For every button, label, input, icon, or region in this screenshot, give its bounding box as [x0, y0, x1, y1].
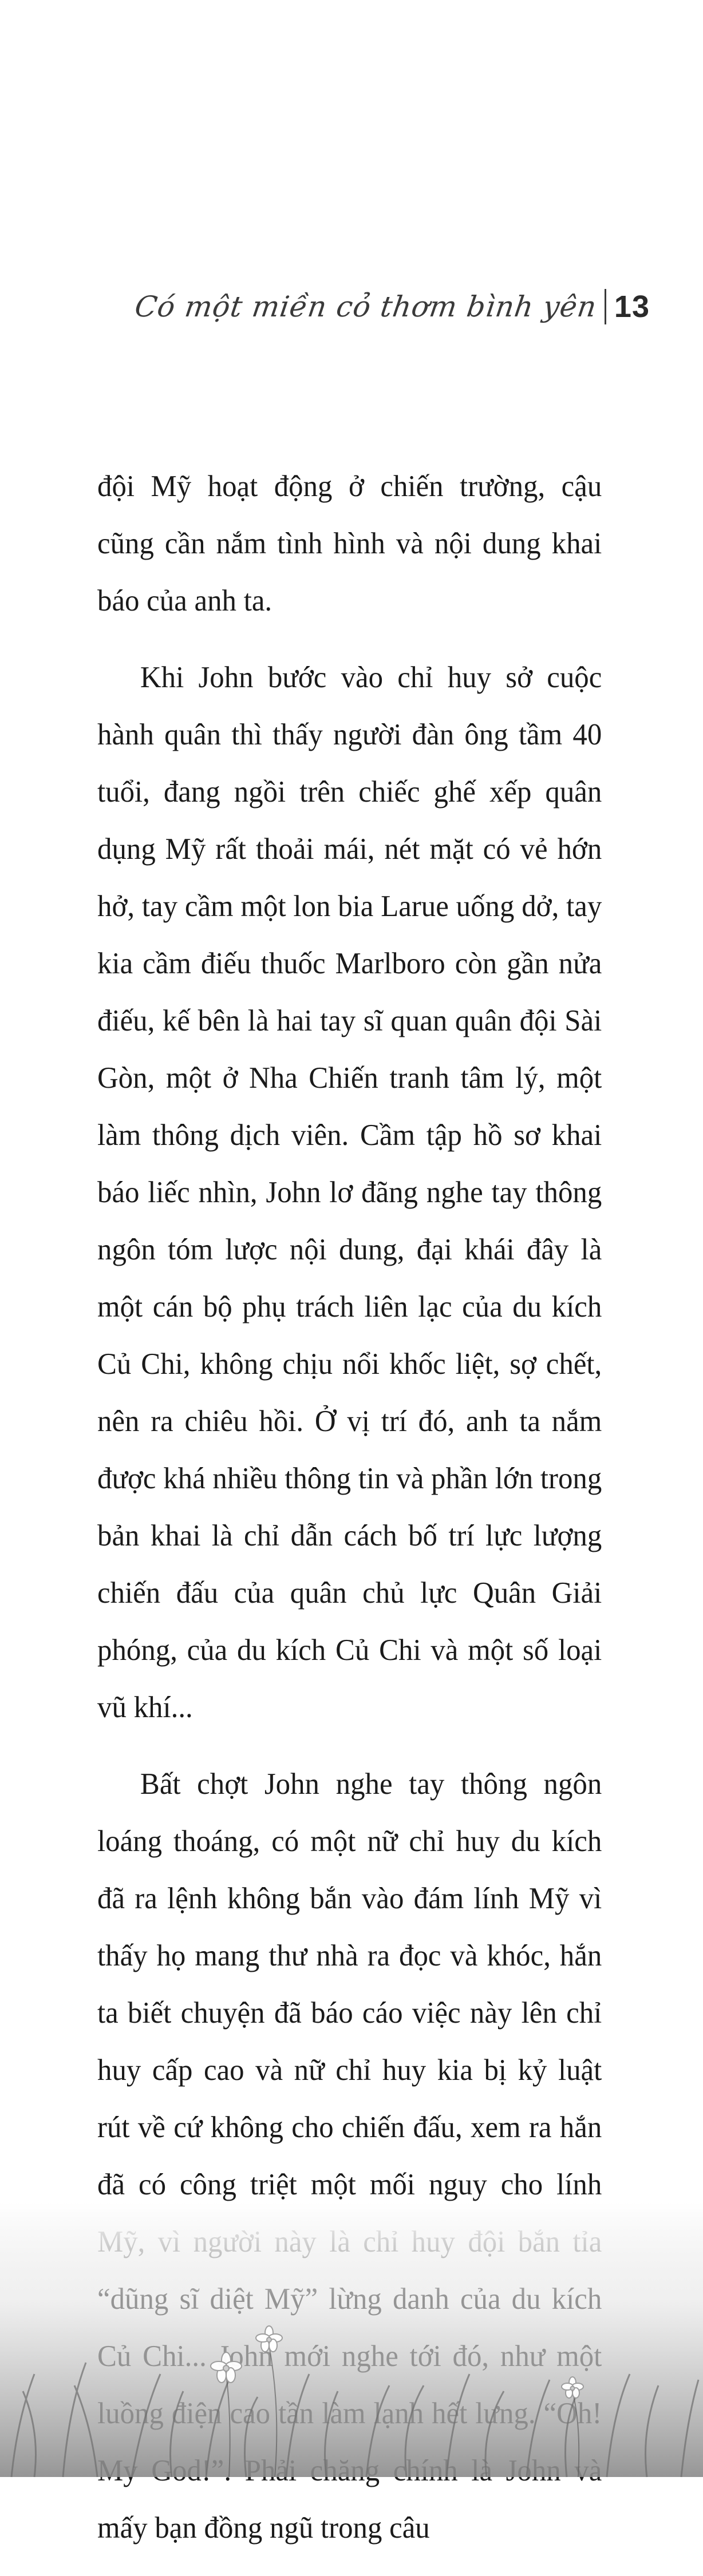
paragraph-1: đội Mỹ hoạt động ở chiến trường, cậu cũng cần nắm tình hình và nội dung khai báo của anh ta.: [97, 470, 602, 617]
running-header: [132, 289, 650, 324]
grass-flowers-illustration: [0, 2202, 703, 2477]
paragraph-2: Khi John bước vào chỉ huy sở cuộc hành quân thì thấy người đàn ông tầm 40 tuổi, đang ngồi trên chiếc ghế xếp quân dụng Mỹ rất thoải mái, nét mặt có vẻ hớn hở, tay cầm một lon bia Larue uống dở, tay kia cầm điếu thuốc Marlboro còn gần nửa điếu, kế bên là hai tay sĩ quan quân đội Sài Gòn, một ở Nha Chiến tranh tâm lý, một làm thông dịch viên. Cầm tập hồ sơ khai báo liếc nhìn, John lơ đãng nghe tay thông ngôn tóm lược nội dung, đại khái đây là một cán bộ phụ trách liên lạc của du kích Củ Chi, không chịu nổi khốc liệt, sợ chết, nên ra chiêu hồi. Ở vị trí đó, anh ta nắm được khá nhiều thông tin và phần lớn trong bản khai là chỉ dẫn cách bố trí lực lượng chiến đấu của quân chủ lực Quân Giải phóng, của du kích Củ Chi và một số loại vũ khí...: [97, 661, 602, 1724]
header-divider: [605, 289, 606, 324]
paragraph-3: Bất chợt John nghe tay thông ngôn loáng thoáng, có một nữ chỉ huy du kích đã ra lệnh không bắn vào đám lính Mỹ vì thấy họ mang thư nhà ra đọc và khóc, hắn ta biết chuyện đã báo cáo việc này lên chỉ huy cấp cao và nữ chỉ huy kia bị kỷ luật rút về cứ không cho chiến đấu, xem ra hắn đã có công triệt một mối nguy cho lính mấy bạn đồng ngũ trong câu: [97, 1767, 602, 2545]
book-title: Có một miền cỏ thơm bình yên: [132, 290, 599, 323]
page-number: 13: [614, 290, 650, 324]
